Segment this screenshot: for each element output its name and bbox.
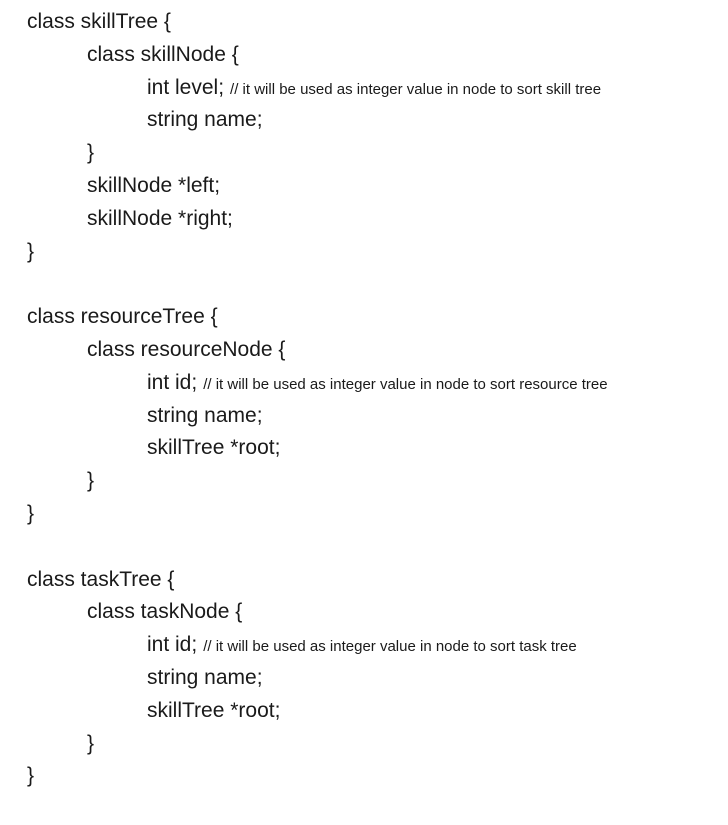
code-text: skillNode *left; bbox=[87, 174, 221, 197]
code-line bbox=[87, 169, 220, 202]
code-comment: // it will be used as integer value in node to sort resource tree bbox=[203, 375, 608, 393]
code-text: string name; bbox=[147, 403, 263, 427]
code-text: skillTree *root; bbox=[147, 436, 281, 460]
code-text: class resourceTree { bbox=[27, 305, 218, 329]
code-line bbox=[147, 71, 601, 104]
code-line bbox=[87, 136, 94, 169]
code-line bbox=[147, 399, 263, 432]
code-text: skillTree *root; bbox=[147, 698, 281, 722]
code-line bbox=[87, 595, 242, 628]
code-text: } bbox=[87, 141, 95, 165]
code-text: int id; bbox=[147, 633, 198, 657]
code-line bbox=[147, 366, 608, 399]
code-comment: // it will be used as integer value in node to sort task tree bbox=[203, 638, 577, 656]
code-text: class taskTree { bbox=[27, 567, 175, 591]
code-text: } bbox=[27, 764, 35, 788]
code-text: int level; bbox=[147, 75, 225, 99]
code-line bbox=[27, 300, 218, 333]
code-line bbox=[147, 431, 280, 464]
code-line bbox=[147, 694, 280, 727]
code-text: class taskNode { bbox=[87, 600, 243, 624]
code-text: } bbox=[27, 502, 35, 525]
code-line bbox=[147, 628, 577, 661]
code-line bbox=[27, 497, 34, 530]
code-line bbox=[27, 563, 174, 596]
code-text: int id; bbox=[147, 370, 198, 394]
code-text: string name; bbox=[147, 108, 263, 132]
code-text: } bbox=[27, 239, 35, 263]
code-line bbox=[147, 661, 263, 694]
code-line bbox=[87, 38, 239, 71]
code-text: class resourceNode { bbox=[87, 338, 286, 361]
code-text: } bbox=[87, 731, 95, 755]
code-text: } bbox=[87, 469, 95, 493]
code-line bbox=[27, 235, 34, 268]
code-text: class skillNode { bbox=[87, 42, 239, 66]
code-line bbox=[27, 759, 34, 792]
code-comment: // it will be used as integer value in node to sort skill tree bbox=[230, 80, 602, 98]
code-line bbox=[87, 727, 94, 760]
code-line bbox=[87, 464, 94, 497]
code-line bbox=[87, 333, 285, 366]
code-line bbox=[87, 202, 233, 235]
code-text: class skillTree { bbox=[27, 10, 171, 33]
code-line bbox=[147, 103, 263, 136]
code-text: string name; bbox=[147, 666, 263, 689]
code-line bbox=[27, 5, 171, 38]
code-text: skillNode *right; bbox=[87, 206, 233, 230]
